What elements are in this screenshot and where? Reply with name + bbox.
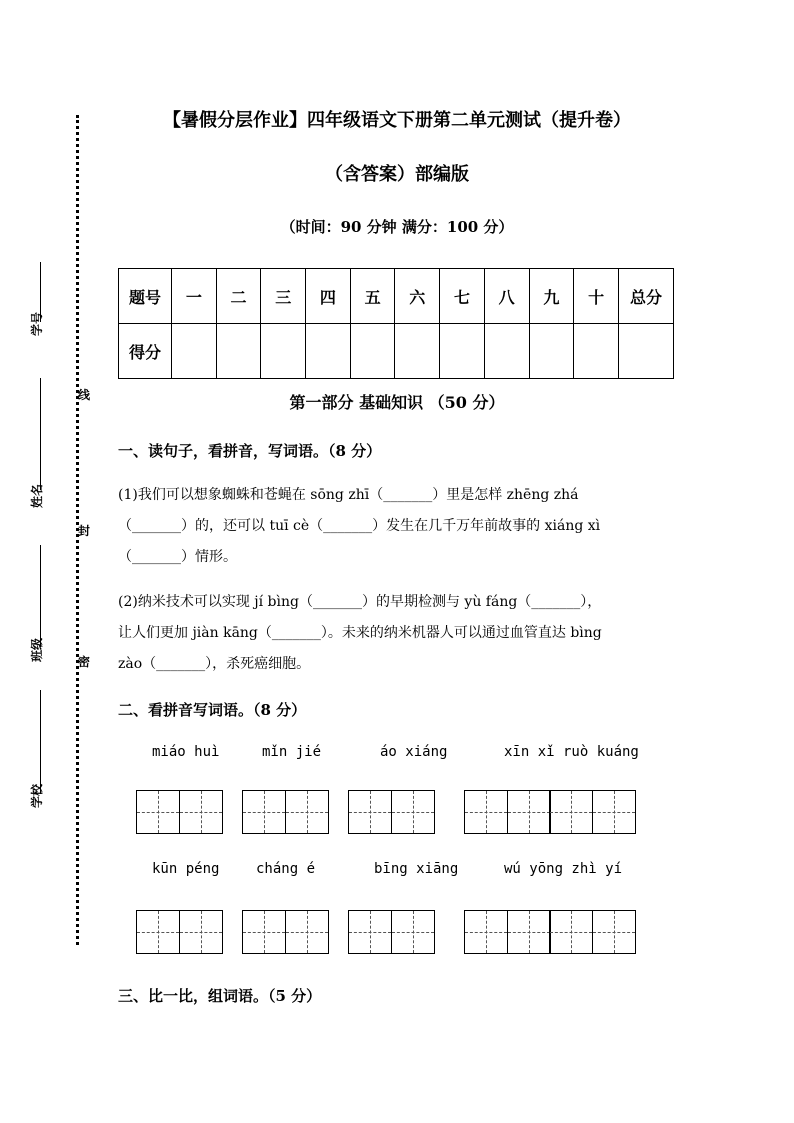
student-no-line: [40, 262, 41, 322]
score-table-header-row: [119, 269, 674, 324]
col-10: 十: [574, 269, 619, 324]
score-cell[interactable]: [574, 324, 619, 379]
section1-q2-line1: (2)纳米技术可以实现 jí bìng（_______）的早期检测与 yù fáng（_______），: [118, 594, 602, 610]
writing-grid-6[interactable]: [242, 910, 327, 954]
col-4: 四: [306, 269, 351, 324]
score-cell[interactable]: [306, 324, 351, 379]
school-label: 学校: [30, 783, 44, 808]
section1-q1-line3: （_______）情形。: [118, 549, 237, 565]
pinyin-4: xīn xǐ ruò kuáng: [504, 744, 639, 760]
col-9: 九: [529, 269, 574, 324]
class-label: 班级: [30, 637, 44, 662]
col-7: 七: [440, 269, 485, 324]
writing-grid-3[interactable]: [348, 790, 433, 834]
pinyin-1: miáo huì: [152, 744, 220, 760]
document-title: 【暑假分层作业】四年级语文下册第二单元测试（提升卷）: [163, 110, 631, 131]
pinyin-8: wú yōng zhì yí: [504, 861, 623, 877]
section1-question2: [118, 587, 674, 680]
document-subtitle: （含答案）部编版: [325, 164, 469, 185]
score-cell[interactable]: [529, 324, 574, 379]
section1-title: 一、读句子，看拼音，写词语。（8 分）: [118, 442, 382, 460]
writing-grid-1[interactable]: [136, 790, 221, 834]
col-1: 一: [172, 269, 217, 324]
section2-title: 二、看拼音写词语。（8 分）: [118, 701, 307, 719]
score-cell[interactable]: [440, 324, 485, 379]
col-3: 三: [261, 269, 306, 324]
section1-question1: [118, 480, 674, 573]
col-5: 五: [350, 269, 395, 324]
section1-q2-line3: zào（_______），杀死癌细胞。: [118, 656, 311, 672]
col-6: 六: [395, 269, 440, 324]
pinyin-6: cháng é: [256, 861, 316, 877]
section1-q1-line1: (1)我们可以想象蜘蛛和苍蝇在 sōng zhī（_______）里是怎样 zhēng zhá: [118, 487, 579, 503]
class-line: [40, 545, 41, 647]
col-total: 总分: [619, 269, 674, 324]
col-2: 二: [216, 269, 261, 324]
section1-q2-line2: 让人们更加 jiàn kāng（_______）。未来的纳米机器人可以通过血管直达 bìng: [118, 625, 602, 641]
writing-grid-2[interactable]: [242, 790, 327, 834]
pinyin-5: kūn péng: [152, 861, 220, 877]
writing-grid-8[interactable]: [464, 910, 634, 954]
score-cell[interactable]: [261, 324, 306, 379]
writing-grid-7[interactable]: [348, 910, 433, 954]
score-table-score-row: [119, 324, 674, 379]
section3-title: 三、比一比，组词语。（5 分）: [118, 987, 322, 1005]
school-line: [40, 690, 41, 794]
student-no-label: 学号: [30, 311, 44, 336]
score-cell[interactable]: [216, 324, 261, 379]
score-cell[interactable]: [395, 324, 440, 379]
part1-title: 第一部分 基础知识 （50 分）: [289, 393, 505, 412]
time-info: （时间：90 分钟 满分：100 分）: [280, 218, 514, 236]
writing-grid-4[interactable]: [464, 790, 634, 834]
name-label: 姓名: [30, 483, 44, 508]
writing-grid-5[interactable]: [136, 910, 221, 954]
pinyin-7: bīng xiāng: [374, 861, 459, 877]
binding-mark-xian: 线: [78, 388, 91, 402]
pinyin-2: mǐn jié: [262, 744, 322, 760]
col-8: 八: [484, 269, 529, 324]
score-table: [118, 268, 674, 379]
score-cell[interactable]: [484, 324, 529, 379]
score-table-score-label: 得分: [119, 324, 172, 379]
binding-mark-feng: 封: [78, 524, 91, 538]
binding-mark-mi: 密: [78, 655, 91, 669]
score-cell[interactable]: [172, 324, 217, 379]
section1-q1-line2: （_______）的，还可以 tuī cè（_______）发生在几千万年前故事的 xiáng xì: [118, 518, 601, 534]
score-table-header-label: 题号: [119, 269, 172, 324]
pinyin-3: áo xiáng: [380, 744, 448, 760]
score-cell[interactable]: [350, 324, 395, 379]
score-cell[interactable]: [619, 324, 674, 379]
